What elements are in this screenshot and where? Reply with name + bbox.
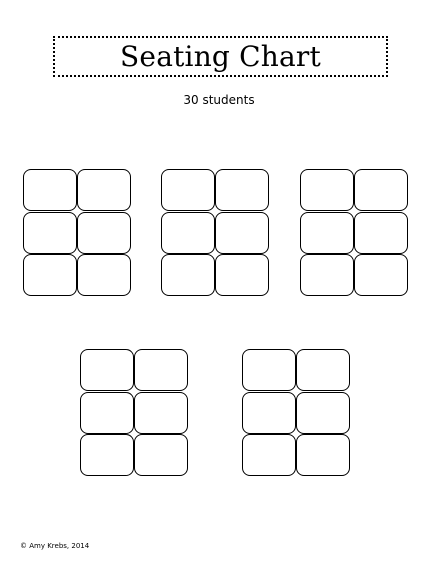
desk: [77, 254, 131, 296]
desk: [80, 434, 134, 476]
page-title: Seating Chart: [120, 39, 321, 73]
desk: [354, 254, 408, 296]
desk: [296, 434, 350, 476]
desk: [215, 169, 269, 211]
desk: [80, 349, 134, 391]
desk: [23, 254, 77, 296]
desk: [80, 392, 134, 434]
desk: [161, 169, 215, 211]
desk: [23, 212, 77, 254]
desk: [23, 169, 77, 211]
desk: [242, 392, 296, 434]
desk: [354, 169, 408, 211]
desk: [300, 212, 354, 254]
desk: [134, 434, 188, 476]
desk: [77, 212, 131, 254]
desk: [134, 392, 188, 434]
desk: [296, 349, 350, 391]
title-box: [53, 36, 388, 77]
student-count: 30 students: [183, 93, 255, 107]
desk: [242, 349, 296, 391]
desk: [242, 434, 296, 476]
desk: [77, 169, 131, 211]
desk: [300, 169, 354, 211]
desk: [354, 212, 408, 254]
desk: [161, 212, 215, 254]
copyright-notice: © Amy Krebs, 2014: [20, 542, 90, 550]
desk: [215, 212, 269, 254]
desk: [296, 392, 350, 434]
desk: [215, 254, 269, 296]
desk: [161, 254, 215, 296]
desk: [134, 349, 188, 391]
desk: [300, 254, 354, 296]
